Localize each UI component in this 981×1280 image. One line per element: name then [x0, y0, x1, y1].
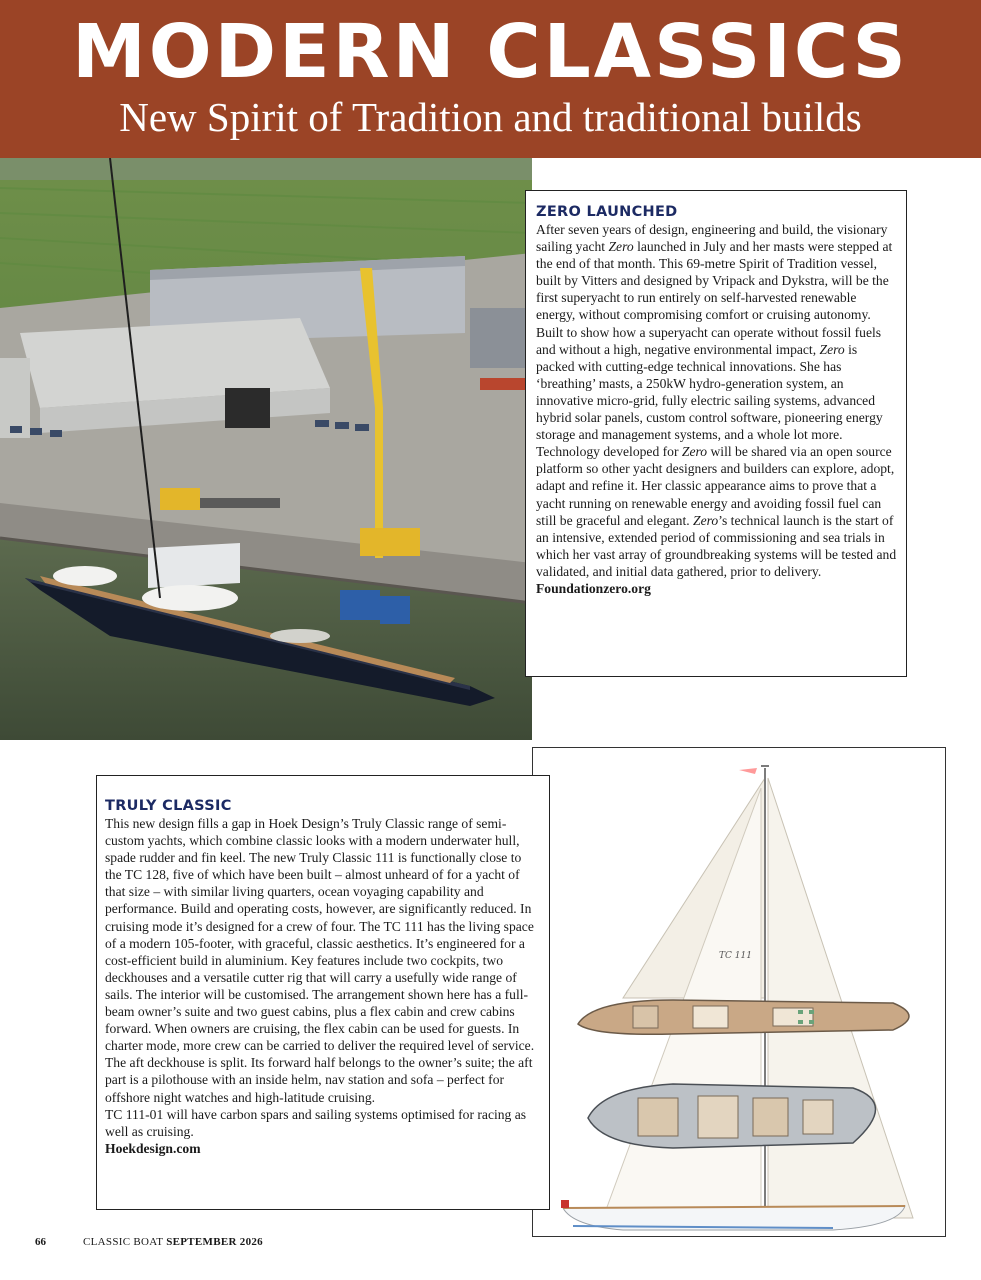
page-number: 66: [35, 1236, 46, 1248]
magazine-issue: SEPTEMBER 2026: [166, 1236, 263, 1248]
zero-launched-body: [536, 221, 897, 580]
zero-text-1: visionary sailing yacht: [536, 222, 888, 255]
zero-launched-kicker: ZERO LAUNCHED: [536, 204, 678, 220]
zero-text-4: will be shared via an open source platform so other yacht designers and builders can explore, adopt, adapt and refine it. Her classic appearance aims to prove that a yacht running on renewable energy and avoiding fossil fuel can still be graceful and elegant.: [536, 444, 895, 528]
sail-label: TC 111: [719, 951, 752, 961]
tc111-drawing-svg: [533, 748, 945, 1236]
zero-text-0: After seven years of design, engineering and build, the: [536, 222, 834, 237]
zero-italic-4: Zero: [693, 512, 719, 528]
zero-italic-3: Zero: [681, 444, 708, 460]
magazine-footer: [83, 1236, 263, 1248]
tc111-design-drawing: [532, 747, 946, 1237]
truly-classic-article: [96, 775, 550, 1210]
zero-text-3: is packed with cutting-edge technical innovations. She has ‘breathing’ masts, a 250kW hydro-generation system, an innovative micro-grid, fully electric sailing systems, advanced hybrid solar panels, custom control software, pioneering energy storage and management systems, and a whole lot more. Technology developed for: [536, 341, 883, 460]
truly-classic-body: This new design fills a gap in Hoek Design’s Truly Classic range of semi-custom yachts, which combine classic looks with a modern underwater hull, spade rudder and fin keel. The new Truly Classic 111 is functionally close to the TC 128, five of which have been built – almost unheard of for a yacht of that size – with similar living quarters, ocean voyaging capability and performance. Build and operating costs, however, are significantly reduced. In cruising mode it’s designed for a crew of four. The TC 111 has the living space of a modern 105-footer, with graceful, classic aesthetics. It’s engineered for a cost-efficient build in aluminium. Key features include two cockpits, two deckhouses and a versatile cutter rig that will carry a usefully wide range of sails. The interior will be customised. The arrangement shown here has a full-beam owner’s suite and two guest cabins, plus a flex cabin and crew cabins forward. When owners are cruising, the flex cabin can be used for guests. In charter mode, more crew can be carried to deliver the required level of service. The aft deckhouse is split. Its forward half belongs to the owner’s suite; the aft part is a pilothouse with an inside helm, nav station and sofa – perfect for offshore night watches and high-latitude cruising.: [105, 816, 535, 1105]
zero-text-5: ’s technical launch is the start of an intensive, extended period of commissioning and sea trials in which her vast array of groundbreaking systems will be tested and validated, and initial data gathered, prior to delivery.: [536, 512, 897, 579]
zero-italic-1: Zero: [608, 239, 634, 255]
zero-italic-2: Zero: [819, 341, 845, 357]
yacht-launch-photo: [0, 158, 532, 740]
magazine-name: CLASSIC BOAT: [83, 1236, 164, 1248]
zero-launched-article: [525, 190, 907, 677]
page-subtitle: New Spirit of Tradition and traditional builds: [119, 94, 862, 140]
zero-text-2: launched in July and her masts were stepped at the end of that month. This 69-metre Spirit of Tradition vessel, built by Vitters and designed by Vripack and Dykstra, will be the first superyacht to run entirely on self-harvested renewable energy, without compromising comfort or cruising autonomy. Built to show how a superyacht can operate without fossil fuels and without a high, negative environmental impact,: [536, 239, 893, 357]
hoekdesign-link[interactable]: Hoekdesign.com: [105, 1140, 201, 1156]
header-banner: [0, 0, 981, 158]
foundationzero-link[interactable]: Foundationzero.org: [536, 580, 651, 596]
page-title: MODERN CLASSICS: [72, 9, 909, 95]
truly-classic-body-2: TC 111-01 will have carbon spars and sailing systems optimised for racing as well as cruising.: [105, 1106, 527, 1139]
truly-classic-kicker: TRULY CLASSIC: [105, 798, 232, 814]
